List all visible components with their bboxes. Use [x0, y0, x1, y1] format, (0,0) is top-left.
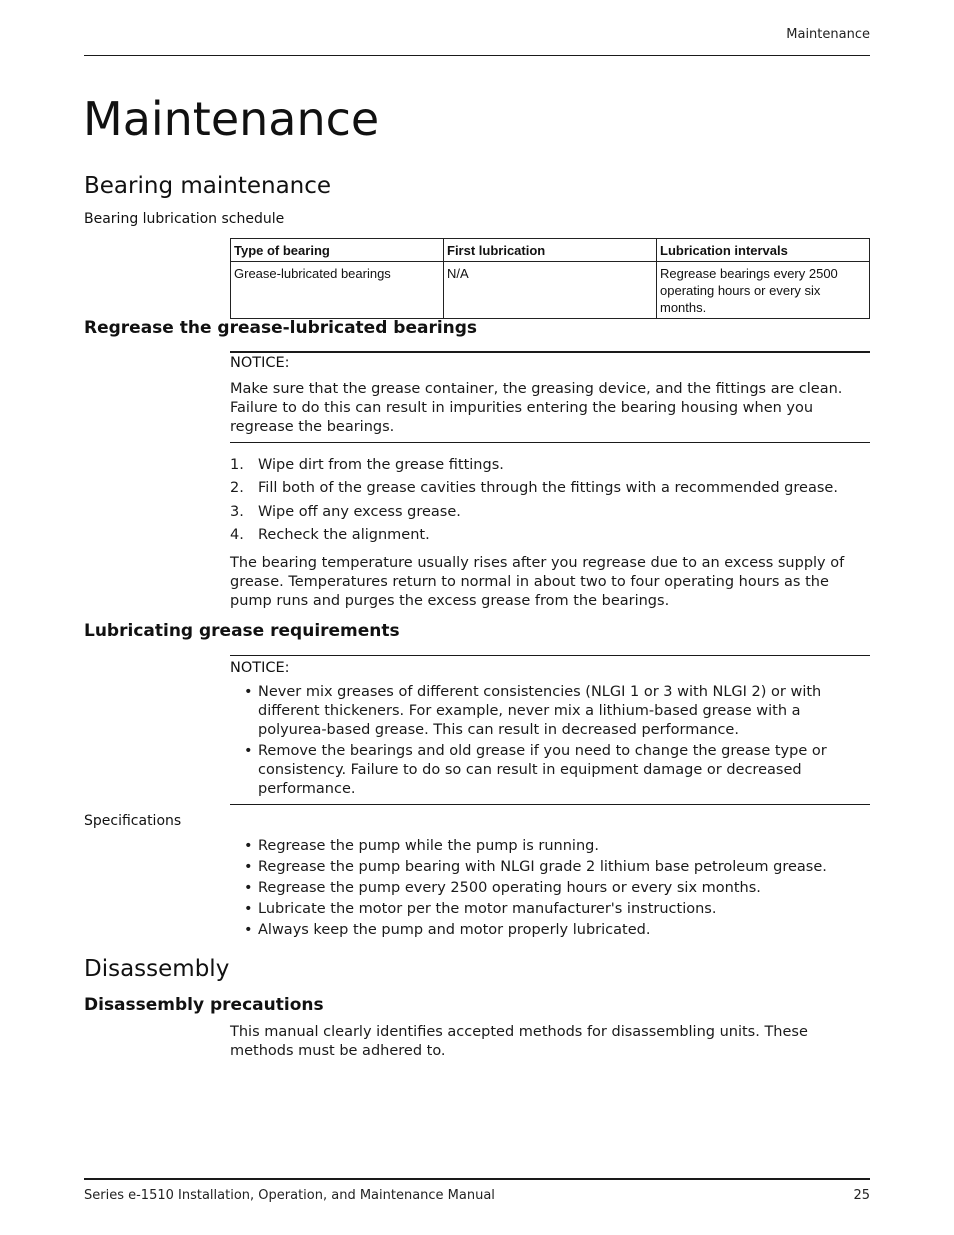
- notice-top-rule: [230, 351, 870, 353]
- list-item: [230, 879, 870, 900]
- subsection-heading-disassembly-precautions: Disassembly precautions: [84, 995, 324, 1015]
- step-text: Wipe off any excess grease.: [258, 503, 461, 520]
- table-cell: Grease-lubricated bearings: [231, 262, 444, 319]
- lubrication-schedule-table: [230, 238, 870, 319]
- bullet-text: Regrease the pump bearing with NLGI grade 2 lithium base petroleum grease.: [258, 859, 827, 875]
- list-item: [230, 479, 870, 502]
- section-heading-bearing-maintenance: Bearing maintenance: [84, 173, 332, 199]
- bullet-text: Remove the bearings and old grease if you need to change the grease type or consistency. Failure to do so can result in equipment damage or decreased performance.: [258, 743, 827, 797]
- notice-bottom-rule: [230, 442, 870, 443]
- table-header-cell: First lubrication: [444, 239, 657, 262]
- specifications-list: [230, 837, 870, 942]
- section-heading-disassembly: Disassembly: [84, 956, 230, 982]
- temperature-note: The bearing temperature usually rises after you regrease due to an excess supply of grease. Temperatures return to normal in about two to four operating hours as the pump runs and purges the excess grease from the bearings.: [230, 555, 845, 609]
- header-rule: [84, 55, 870, 56]
- subsection-heading-regrease: Regrease the grease-lubricated bearings: [84, 318, 478, 338]
- page-title: Maintenance: [83, 92, 380, 146]
- regrease-steps: [230, 456, 870, 549]
- list-item: [230, 683, 870, 740]
- notice-top-rule: [230, 655, 870, 656]
- step-text: Recheck the alignment.: [258, 526, 430, 543]
- list-item: [230, 456, 870, 479]
- bullet-glyph: •: [244, 859, 253, 875]
- step-number: 2.: [230, 480, 244, 497]
- notice-label: NOTICE:: [230, 355, 290, 371]
- list-item: [230, 742, 870, 799]
- running-header: Maintenance: [786, 27, 870, 42]
- step-number: 3.: [230, 503, 244, 520]
- list-item: [230, 921, 870, 942]
- table-caption: Bearing lubrication schedule: [84, 211, 285, 227]
- notice-bottom-rule: [230, 804, 870, 805]
- bullet-text: Regrease the pump while the pump is running.: [258, 838, 599, 854]
- list-item: [230, 503, 870, 526]
- bullet-text: Never mix greases of different consistencies (NLGI 1 or 3 with NLGI 2) or with different thickeners. For example, never mix a lithium-based grease with a polyurea-based grease. This can result in decreased performance.: [258, 684, 822, 738]
- notice-label: NOTICE:: [230, 660, 290, 676]
- bullet-glyph: •: [244, 838, 253, 854]
- notice-bullets: [230, 683, 870, 799]
- bullet-glyph: •: [244, 880, 253, 896]
- list-item: [230, 900, 870, 921]
- step-text: Fill both of the grease cavities through the fittings with a recommended grease.: [258, 480, 838, 497]
- footer-page-number: 25: [853, 1188, 870, 1203]
- bullet-glyph: •: [244, 922, 253, 938]
- table-row: [231, 262, 870, 319]
- table-header-row: [231, 239, 870, 262]
- subsection-heading-grease-requirements: Lubricating grease requirements: [84, 621, 400, 641]
- bullet-text: Always keep the pump and motor properly lubricated.: [258, 922, 651, 938]
- step-text: Wipe dirt from the grease fittings.: [258, 457, 504, 473]
- bullet-text: Regrease the pump every 2500 operating hours or every six months.: [258, 880, 761, 896]
- notice-text: Make sure that the grease container, the greasing device, and the fittings are clean. Failure to do this can result in impurities entering the bearing housing when you regrease the bearings.: [230, 381, 843, 435]
- footer-rule: [84, 1178, 870, 1180]
- list-item: [230, 526, 870, 549]
- list-item: [230, 837, 870, 858]
- bullet-text: Lubricate the motor per the motor manufacturer's instructions.: [258, 901, 717, 917]
- table-cell: N/A: [444, 262, 657, 319]
- table-header-cell: Type of bearing: [231, 239, 444, 262]
- bullet-glyph: •: [244, 684, 253, 700]
- list-item: [230, 858, 870, 879]
- step-number: 1.: [230, 457, 244, 473]
- bullet-glyph: •: [244, 743, 253, 759]
- precautions-text: This manual clearly identifies accepted methods for disassembling units. These methods must be adhered to.: [230, 1024, 808, 1059]
- bullet-glyph: •: [244, 901, 253, 917]
- step-number: 4.: [230, 526, 244, 543]
- table-header-cell: Lubrication intervals: [657, 239, 870, 262]
- footer-manual-title: Series e-1510 Installation, Operation, and Maintenance Manual: [84, 1188, 495, 1203]
- table-cell: Regrease bearings every 2500 operating hours or every six months.: [657, 262, 870, 319]
- specifications-caption: Specifications: [84, 813, 182, 829]
